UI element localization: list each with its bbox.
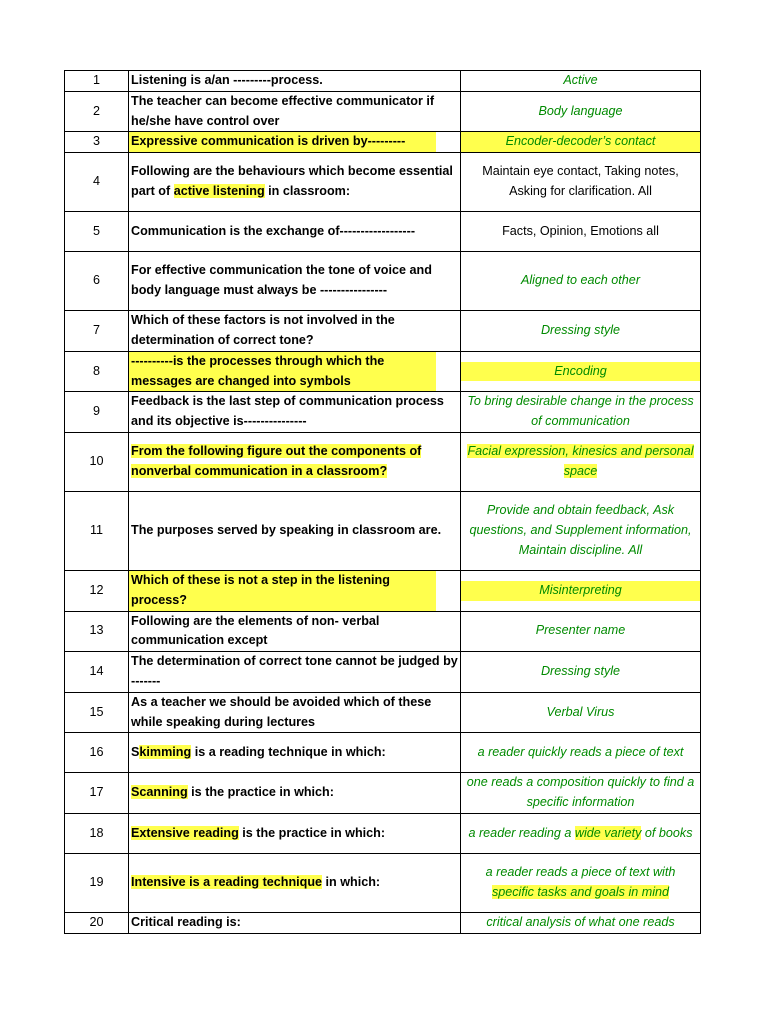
row-number: 19 [65,853,129,912]
table-row [65,252,701,311]
answer-cell: critical analysis of what one reads [461,912,701,933]
row-number: 10 [65,432,129,491]
table-row [65,773,701,814]
question-text: in classroom: [264,184,351,199]
answer-cell [461,432,701,491]
row-number: 3 [65,132,129,153]
row-number: 13 [65,611,129,652]
question-highlight: From the following figure out the components of nonverbal communication in a classroom? [131,444,422,478]
table-row [65,611,701,652]
question-cell: Which of these factors is not involved in the determination of correct tone? [129,311,461,352]
row-number: 16 [65,733,129,773]
question-text: S [131,744,140,759]
answer-cell: Presenter name [461,611,701,652]
answer-highlight: Misinterpreting [461,581,700,601]
qa-table [64,70,701,934]
answer-highlight: Facial expression, kinesics and personal space [467,444,694,478]
row-number: 5 [65,212,129,252]
table-row [65,491,701,570]
table-row [65,153,701,212]
question-highlight: ----------is the processes through which the messages are changed into symbols [128,352,436,392]
row-number: 1 [65,71,129,92]
question-highlight: Scanning [131,785,188,800]
question-cell: Critical reading is: [129,912,461,933]
question-highlight: active listening [173,184,265,199]
question-text: is a reading technique in which: [191,744,386,759]
answer-highlight: Encoder-decoder’s contact [461,132,700,152]
answer-cell: a reader quickly reads a piece of text [461,733,701,773]
answer-cell: Verbal Virus [461,692,701,733]
table-row [65,71,701,92]
answer-cell [461,813,701,853]
answer-cell: Body language [461,91,701,132]
question-cell [129,132,461,153]
answer-cell [461,570,701,611]
table-row [65,132,701,153]
answer-cell: To bring desirable change in the process of communication [461,392,701,433]
answer-cell: one reads a composition quickly to find a specific information [461,773,701,814]
question-cell [129,153,461,212]
table-row [65,692,701,733]
question-cell [129,733,461,773]
answer-cell: Maintain eye contact, Taking notes, Asking for clarification. All [461,153,701,212]
answer-highlight: specific tasks and goals in mind [491,884,670,899]
row-number: 7 [65,311,129,352]
question-cell: The purposes served by speaking in classroom are. [129,491,461,570]
row-number: 12 [65,570,129,611]
answer-cell: Provide and obtain feedback, Ask questions, and Supplement information, Maintain discipline. All [461,491,701,570]
table-row [65,733,701,773]
answer-cell: Dressing style [461,311,701,352]
table-row [65,570,701,611]
answer-cell: Dressing style [461,652,701,693]
row-number: 9 [65,392,129,433]
question-highlight: Which of these is not a step in the listening process? [128,571,436,611]
table-row [65,212,701,252]
question-cell [129,570,461,611]
question-cell: As a teacher we should be avoided which of these while speaking during lectures [129,692,461,733]
row-number: 20 [65,912,129,933]
table-row [65,392,701,433]
row-number: 17 [65,773,129,814]
question-cell: For effective communication the tone of voice and body language must always be ---------------- [129,252,461,311]
question-cell: Listening is a/an ---------process. [129,71,461,92]
question-cell: Following are the elements of non- verbal communication except [129,611,461,652]
table-row [65,351,701,392]
answer-text: a reader reading a [468,825,575,840]
question-text: in which: [322,875,381,890]
table-row [65,432,701,491]
row-number: 4 [65,153,129,212]
question-highlight: Intensive is a reading technique [131,875,323,890]
question-highlight: kimming [139,744,192,759]
question-cell: The determination of correct tone cannot be judged by ------- [129,652,461,693]
question-cell: Feedback is the last step of communication process and its objective is--------------- [129,392,461,433]
row-number: 14 [65,652,129,693]
question-highlight: Expressive communication is driven by--------- [128,132,436,152]
answer-cell [461,132,701,153]
question-cell [129,351,461,392]
answer-cell [461,351,701,392]
question-cell: Communication is the exchange of------------------ [129,212,461,252]
question-cell [129,813,461,853]
row-number: 8 [65,351,129,392]
answer-text: a reader reads a piece of text with [485,865,676,880]
question-highlight: Extensive reading [131,825,239,840]
answer-highlight: wide variety [574,825,642,840]
answer-cell: Facts, Opinion, Emotions all [461,212,701,252]
question-cell [129,432,461,491]
row-number: 11 [65,491,129,570]
row-number: 18 [65,813,129,853]
question-cell: The teacher can become effective communicator if he/she have control over [129,91,461,132]
question-text: is the practice in which: [238,825,386,840]
question-text: Following are the behaviours which become essential part of [131,164,453,199]
table-row [65,813,701,853]
table-row [65,652,701,693]
answer-highlight: Encoding [461,362,700,382]
answer-cell [461,853,701,912]
row-number: 2 [65,91,129,132]
table-row [65,853,701,912]
question-cell [129,853,461,912]
row-number: 15 [65,692,129,733]
answer-text: of books [641,825,693,840]
answer-cell: Aligned to each other [461,252,701,311]
table-row [65,91,701,132]
question-cell [129,773,461,814]
question-text: is the practice in which: [187,785,334,800]
table-row [65,311,701,352]
row-number: 6 [65,252,129,311]
table-row [65,912,701,933]
answer-cell: Active [461,71,701,92]
